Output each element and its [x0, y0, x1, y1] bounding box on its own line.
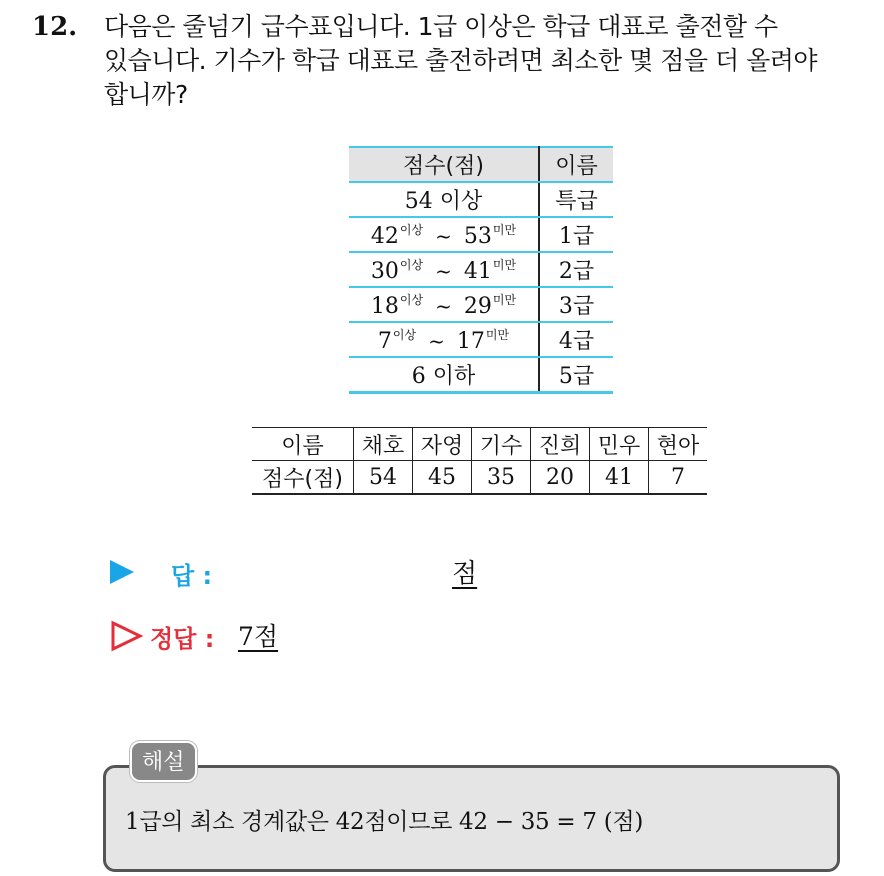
score-range: 54 이상: [349, 182, 539, 217]
grade-table-header: [349, 147, 613, 182]
range-from: 7: [377, 328, 392, 354]
play-triangle-icon: [110, 560, 134, 584]
row-label-name: 이름: [252, 428, 354, 461]
header-score: 점수(점): [349, 147, 539, 182]
range-to: 17: [456, 328, 485, 354]
student-name: 기수: [472, 428, 531, 461]
range-from: 30: [370, 258, 399, 284]
question-number: 12.: [32, 12, 78, 42]
grade-name: 5급: [539, 357, 613, 393]
grade-table: [349, 146, 613, 394]
table-row: [349, 322, 613, 357]
student-score: 41: [590, 461, 649, 495]
range-from-suffix: 이상: [399, 292, 424, 307]
question-line: 합니까?: [104, 80, 188, 109]
table-row: [349, 357, 613, 393]
question-line: 있습니다. 기수가 학급 대표로 출전하려면 최소한 몇 점을 더 올려야: [104, 46, 818, 75]
range-to-suffix: 미만: [492, 292, 517, 307]
grade-name: 1급: [539, 217, 613, 252]
range-tilde: ~: [435, 258, 452, 283]
range-to: 41: [463, 258, 492, 284]
table-row: [252, 461, 707, 495]
range-from: 42: [370, 223, 399, 249]
student-name: 자영: [413, 428, 472, 461]
range-tilde: ~: [428, 328, 445, 353]
student-score: 35: [472, 461, 531, 495]
student-score: 45: [413, 461, 472, 495]
range-tilde: ~: [435, 223, 452, 248]
student-score: 54: [354, 461, 413, 495]
range-from-suffix: 이상: [399, 222, 424, 237]
correct-answer-label: 정답 :: [150, 625, 215, 653]
table-row: [349, 182, 613, 217]
score-range: [349, 287, 539, 322]
grade-name: 특급: [539, 182, 613, 217]
range-from-suffix: 이상: [399, 257, 424, 272]
range-to: 29: [463, 293, 492, 319]
grade-name: 4급: [539, 322, 613, 357]
range-to-suffix: 미만: [492, 222, 517, 237]
range-tilde: ~: [435, 293, 452, 318]
student-name: 채호: [354, 428, 413, 461]
range-from-suffix: 이상: [392, 327, 417, 342]
question-line: 다음은 줄넘기 급수표입니다. 1급 이상은 학급 대표로 출전할 수: [104, 12, 778, 41]
question-text: [104, 10, 864, 112]
score-range: [349, 322, 539, 357]
grade-name: 2급: [539, 252, 613, 287]
grade-name: 3급: [539, 287, 613, 322]
table-row: [349, 252, 613, 287]
range-to-suffix: 미만: [485, 327, 510, 342]
score-range: 6 이하: [349, 357, 539, 393]
score-table: [252, 427, 707, 495]
table-row: [349, 217, 613, 252]
score-range: [349, 217, 539, 252]
table-row: [252, 428, 707, 461]
student-score: 7: [649, 461, 708, 495]
explanation-tag: 해설: [130, 741, 197, 782]
header-name: 이름: [539, 147, 613, 182]
answer-label: 답 :: [171, 562, 213, 590]
range-to-suffix: 미만: [492, 257, 517, 272]
score-range: [349, 252, 539, 287]
explanation-text: 1급의 최소 경계값은 42점이므로 42 − 35 = 7 (점): [125, 809, 643, 835]
student-score: 20: [531, 461, 590, 495]
table-row: [349, 287, 613, 322]
student-name: 진희: [531, 428, 590, 461]
range-from: 18: [370, 293, 399, 319]
range-to: 53: [463, 223, 492, 249]
answer-unit: 점: [452, 559, 478, 589]
correct-answer-value: 7점: [238, 622, 279, 651]
student-name: 민우: [590, 428, 649, 461]
outline-triangle-icon: [110, 620, 144, 652]
row-label-score: 점수(점): [252, 461, 354, 495]
student-name: 현아: [649, 428, 708, 461]
